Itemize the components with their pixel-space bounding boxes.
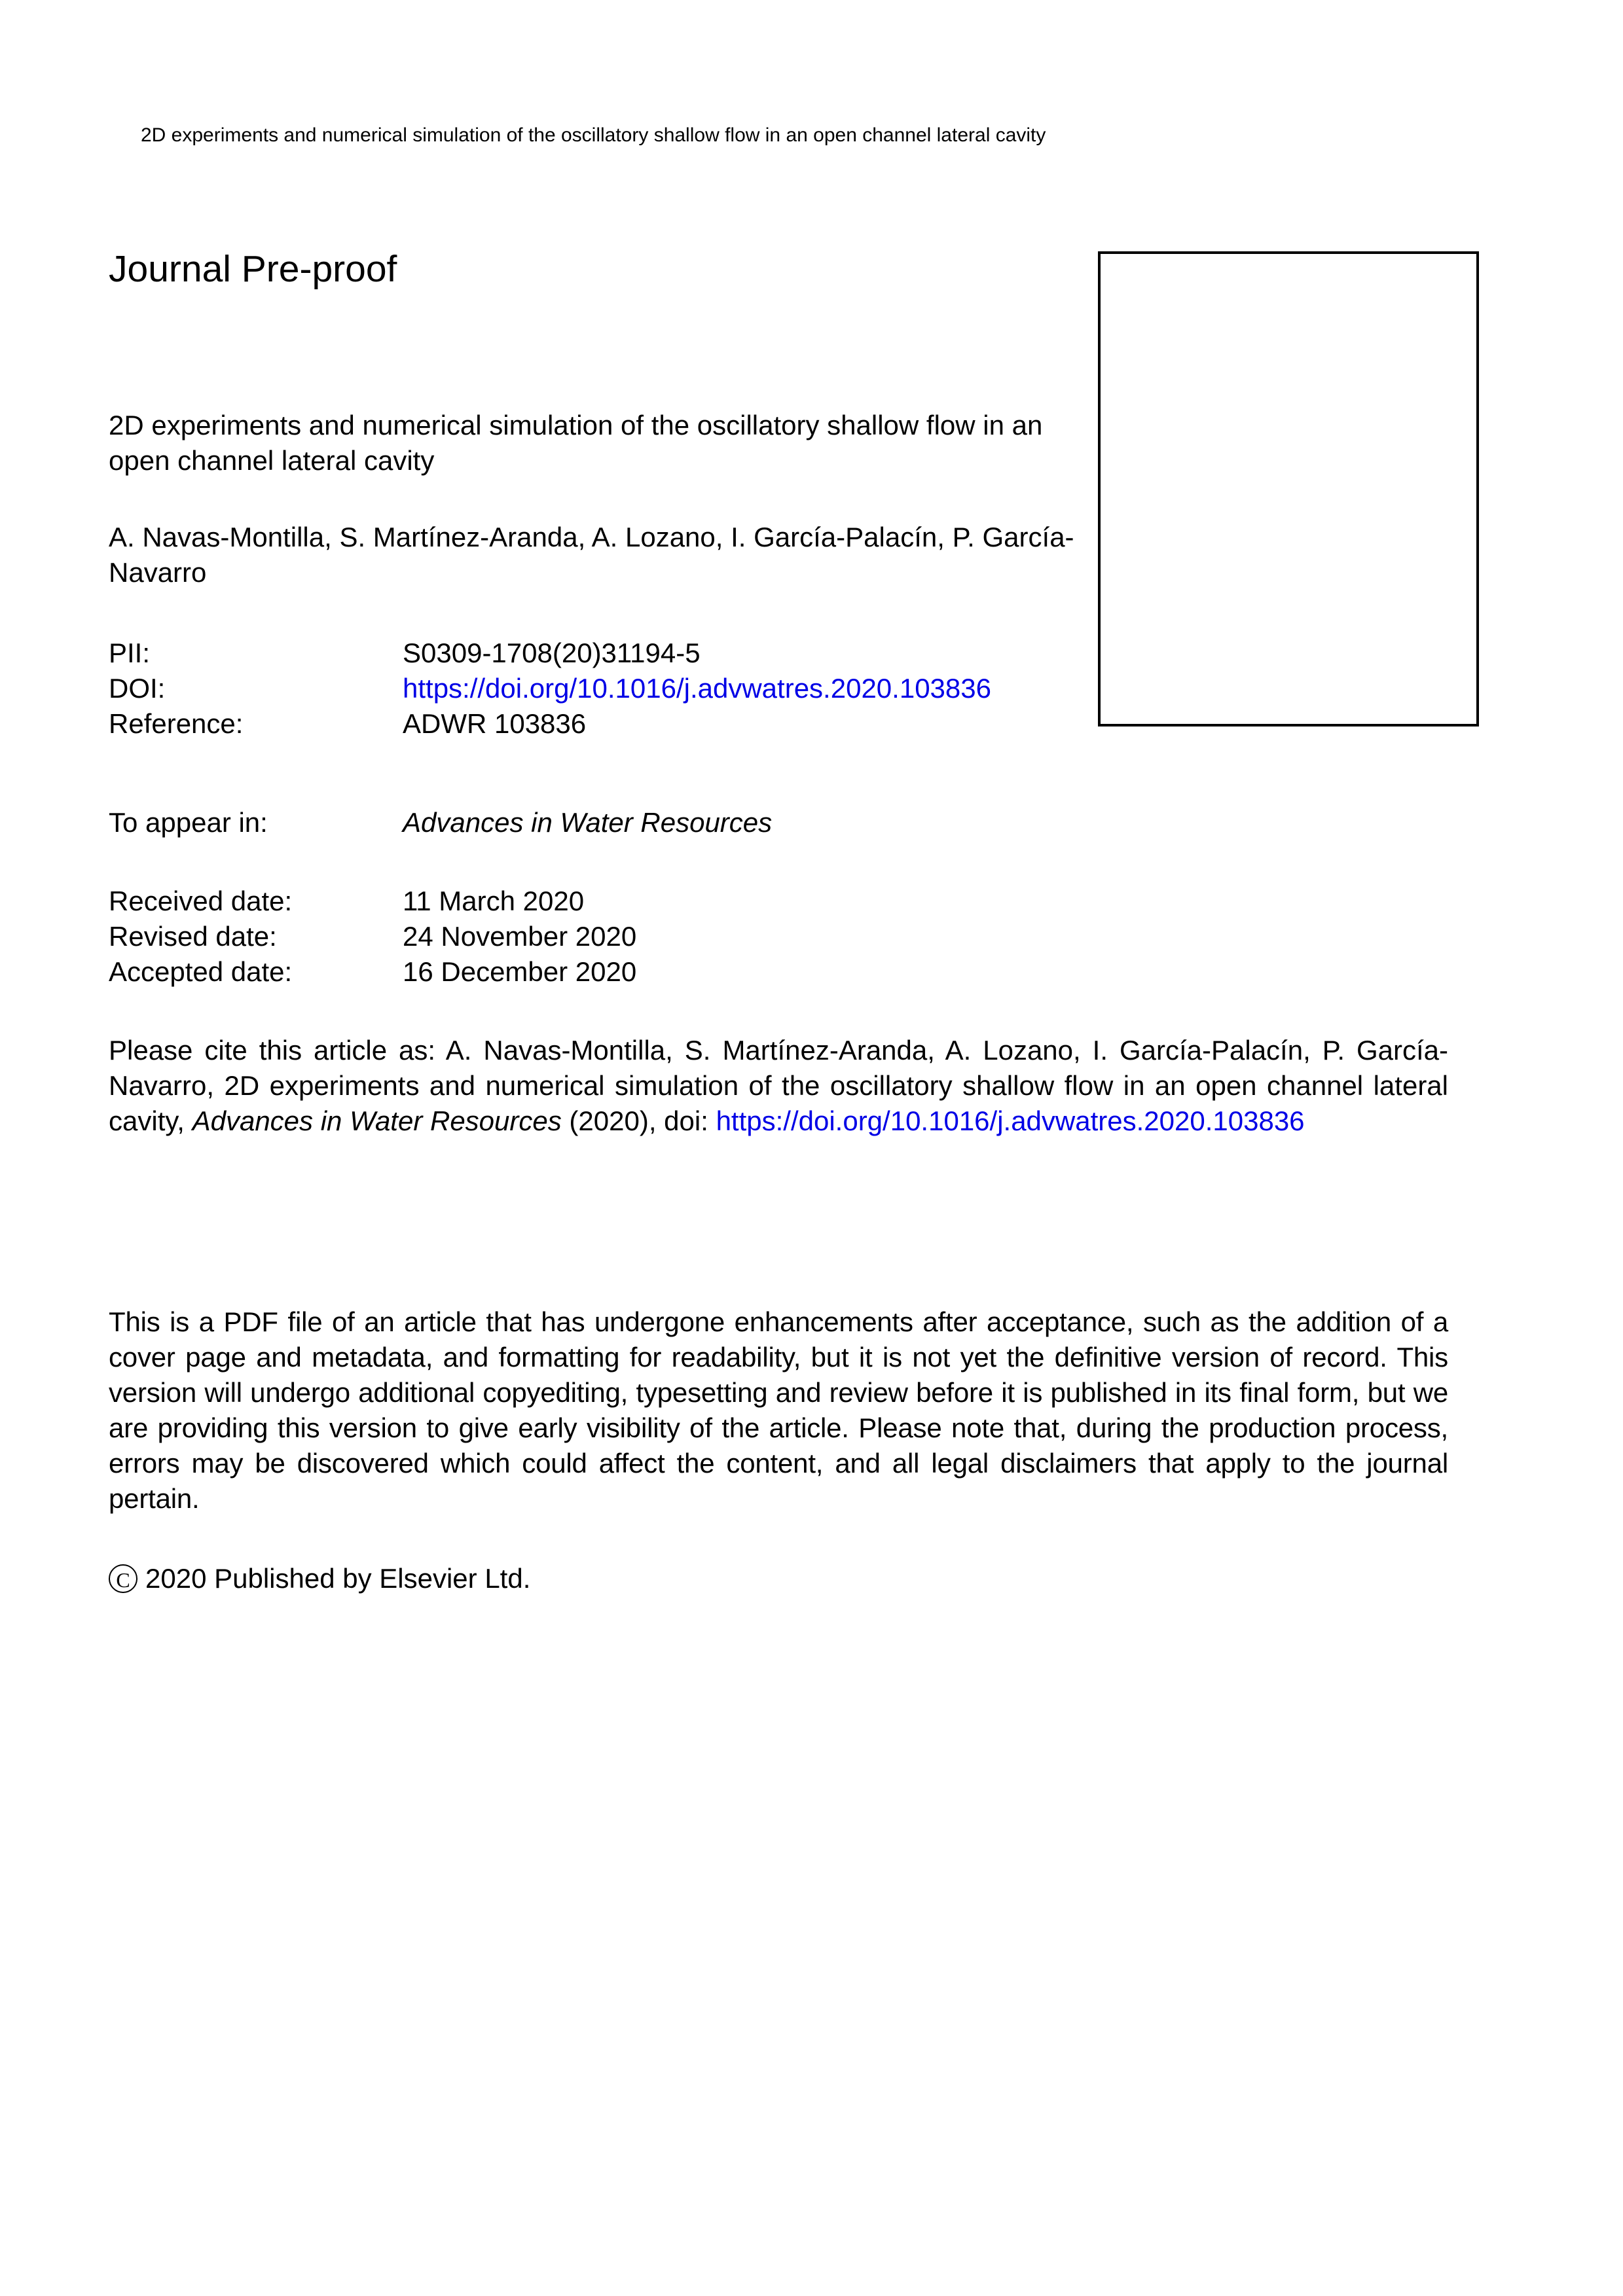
accepted-date-row [109,954,636,990]
disclaimer-paragraph: This is a PDF file of an article that has undergone enhancements after acceptance, such as the addition of a cover page and metadata, and formatting for readability, but it is not yet the definitive version of record. This version will undergo additional copyediting, typesetting and review before it is published in its final form, but we are providing this version to give early visibility of the article. Please note that, during the production process, errors may be discovered which could affect the content, and all legal disclaimers that apply to the journal pertain. [109,1306,1448,1514]
cover-image-placeholder [1098,251,1479,726]
appear-in-row [109,805,772,840]
dates-table [109,884,636,990]
author-list: A. Navas-Montilla, S. Martínez-Aranda, A. Lozano, I. García-Palacín, P. García-Navarro [109,522,1074,588]
accepted-date-value: 16 December 2020 [403,956,637,987]
appear-in-section [109,805,772,840]
pii-label: PII: [109,637,151,668]
journal-name: Advances in Water Resources [403,807,773,838]
citation-doi-link[interactable]: https://doi.org/10.1016/j.advwatres.2020.103836 [716,1105,1305,1136]
pii-value: S0309-1708(20)31194-5 [403,637,701,668]
doi-label: DOI: [109,673,166,704]
received-date-label: Received date: [109,886,293,916]
citation-journal: Advances in Water Resources [192,1105,562,1136]
revised-date-row [109,919,636,954]
accepted-date-label: Accepted date: [109,956,293,987]
appear-in-label: To appear in: [109,807,268,838]
running-head: 2D experiments and numerical simulation of the oscillatory shallow flow in an open channel lateral cavity [141,124,1046,146]
article-title: 2D experiments and numerical simulation of the oscillatory shallow flow in an open channel lateral cavity [109,410,1043,476]
citation-paragraph [109,1033,1448,1139]
citation-suffix: (2020), doi: [561,1105,716,1136]
reference-value: ADWR 103836 [403,708,587,739]
revised-date-value: 24 November 2020 [403,921,637,952]
doi-link[interactable]: https://doi.org/10.1016/j.advwatres.2020.103836 [403,673,991,704]
copyright-line [109,1561,530,1596]
received-date-row [109,884,636,919]
journal-pre-proof-label: Journal Pre-proof [109,248,397,290]
identifiers-table [109,636,991,742]
reference-label: Reference: [109,708,244,739]
copyright-text: 2020 Published by Elsevier Ltd. [145,1563,531,1594]
doi-row [109,671,991,706]
copyright-icon: C [109,1564,137,1593]
pii-row [109,636,991,671]
revised-date-label: Revised date: [109,921,277,952]
reference-row [109,706,991,742]
received-date-value: 11 March 2020 [403,886,585,916]
citation-text: Please cite this article as: A. Navas-Montilla, S. Martínez-Aranda, A. Lozano, I. García-Palacín, P. García-Navarro, 2D experiments and numerical simulation of the oscillatory shallow flow in an open channel lateral cavity, [109,1035,1448,1136]
